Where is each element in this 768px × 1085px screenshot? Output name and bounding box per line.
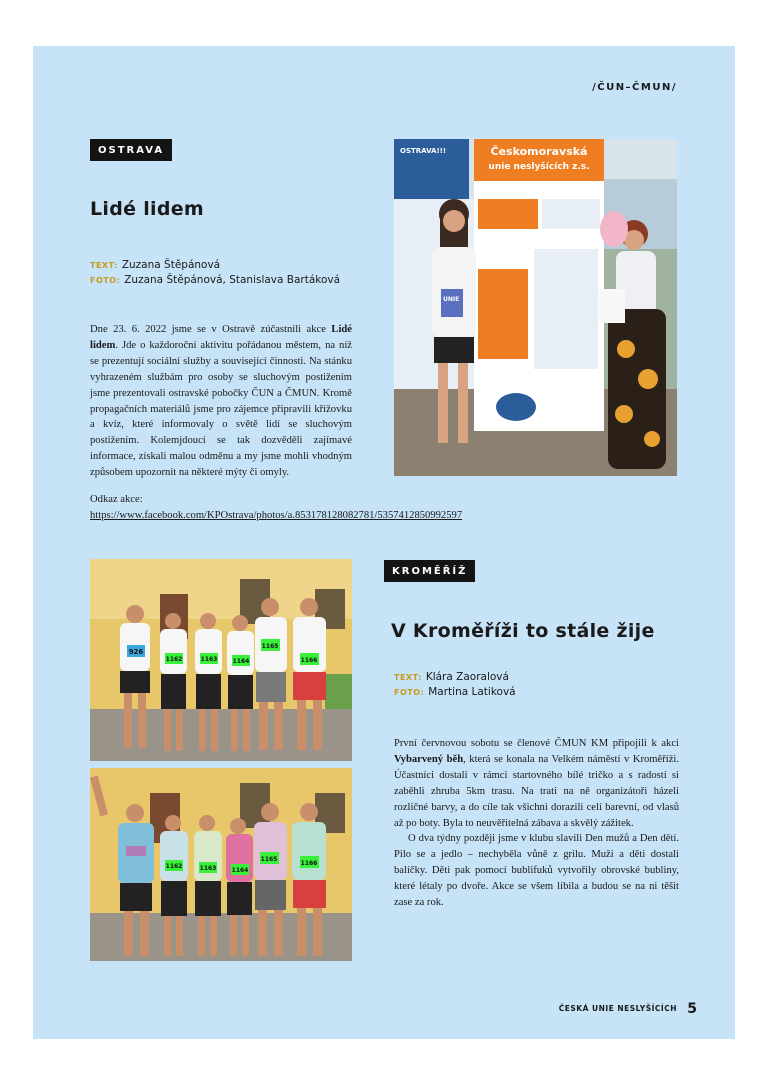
paragraph-1 bbox=[394, 736, 679, 831]
photo-ostrava-illustration bbox=[394, 139, 677, 476]
article-body-kromeriz bbox=[394, 736, 679, 911]
bib-number: 1162 bbox=[165, 863, 183, 870]
bib-number: 1166 bbox=[300, 860, 318, 867]
bib-number: 926 bbox=[128, 648, 144, 656]
link-label: Odkaz akce: bbox=[90, 494, 143, 505]
body-text-part: První červnovou sobotu se členové ČMUN KM připojili k akci bbox=[394, 738, 679, 749]
bib-number: 1163 bbox=[199, 865, 217, 872]
section-tag: /ČUN–ČMUN/ bbox=[592, 82, 677, 93]
bib-number: 1166 bbox=[300, 657, 318, 664]
article-title-kromeriz: V Kroměříži to stále žije bbox=[391, 620, 655, 642]
bib-number: 1164 bbox=[232, 658, 250, 665]
article-body-ostrava bbox=[90, 322, 352, 481]
photo-runners-before-illustration bbox=[90, 559, 352, 761]
photo-author: Martina Latiková bbox=[428, 686, 516, 698]
paragraph-2: O dva týdny později jsme v klubu slavili Den mužů a Den dětí. Pilo se a jedlo – nechyběla vůně z grilu. Muži a děti dostali balíčky. Děti pak pomocí bublifuků vytvořily obrovské bubliny, které létaly po dvoře. Akce se všem líbila a budou se na ni těšit zase za rok. bbox=[394, 833, 679, 909]
photo-card-text: UNIE bbox=[443, 296, 460, 303]
magazine-page bbox=[33, 46, 735, 1039]
page-number: 5 bbox=[687, 1001, 697, 1017]
photo-kromeriz-runners-after bbox=[90, 768, 352, 961]
body-text-part: , která se konala na Velkém náměstí v Kroměříži. Účastníci dostali v rámci startovného bílé tričko a s radostí si zaběhli zhruba 5km trasu. Na trati na ně organizátoři házeli rozličné barvy, a do cíle tak všichni dorazili celí barevní, od vlasů až po boty. Byla to neuvěřitelná zábava a skvělý zážitek. bbox=[394, 753, 679, 829]
publication-name: ČESKÁ UNIE NESLYŠÍCÍCH bbox=[558, 1004, 677, 1013]
photo-author: Zuzana Štěpánová, Stanislava Bartáková bbox=[124, 274, 341, 286]
region-label-ostrava: OSTRAVA bbox=[90, 139, 172, 161]
bib-number: 1164 bbox=[231, 867, 249, 874]
article-title-ostrava: Lidé lidem bbox=[90, 198, 205, 220]
credits-ostrava bbox=[90, 258, 340, 288]
event-link-block bbox=[90, 492, 462, 524]
region-label-kromeriz: KROMĚŘÍŽ bbox=[384, 560, 475, 582]
body-bold-event: Vybarvený běh bbox=[394, 753, 464, 765]
bib-number: 1162 bbox=[165, 656, 183, 663]
photo-ostrava-stand bbox=[394, 139, 677, 476]
text-key: TEXT: bbox=[90, 261, 118, 270]
body-text-part: . Jde o každoroční aktivitu pořádanou městem, na níž se prezentují sociální služby a související činnosti. Na stánku vyhrazeném službám pro osoby se sluchovým postižením jsme prezentovali ostravské pobočky ČUN a ČMUN. Kromě propagačních materiálů jsme pro zájemce připravili křížovku a kvíz, které informovaly o světě lidí se sluchovým postižením. Kolemjdoucí se tak dozvěděli zajímavé informace, získali malou odměnu a my jsme mohli vhodným způsobem upozornit na některé mýty či omyly. bbox=[90, 339, 352, 479]
bib-number: 1163 bbox=[200, 656, 218, 663]
bib-number: 1165 bbox=[261, 643, 279, 650]
text-author: Zuzana Štěpánová bbox=[121, 259, 221, 271]
text-key: TEXT: bbox=[394, 673, 422, 682]
credits-kromeriz bbox=[394, 670, 516, 700]
body-text-part: Dne 23. 6. 2022 jsme se v Ostravě zúčastnili akce bbox=[90, 324, 332, 335]
bib-number: 1165 bbox=[260, 856, 278, 863]
text-author: Klára Zaoralová bbox=[425, 671, 509, 683]
photo-sign-text: OSTRAVA!!! bbox=[400, 147, 447, 155]
body-bold-event: Lidé lidem bbox=[90, 324, 352, 351]
photo-kromeriz-runners-before bbox=[90, 559, 352, 761]
event-link[interactable]: https://www.facebook.com/KPOstrava/photos/a.853178128082781/5357412850992597 bbox=[90, 510, 463, 521]
photo-key: FOTO: bbox=[90, 276, 121, 285]
photo-banner-line2: unie neslyšících z.s. bbox=[488, 162, 590, 172]
photo-key: FOTO: bbox=[394, 688, 425, 697]
photo-banner-line1: Českomoravská bbox=[490, 145, 588, 158]
photo-runners-after-illustration bbox=[90, 768, 352, 961]
